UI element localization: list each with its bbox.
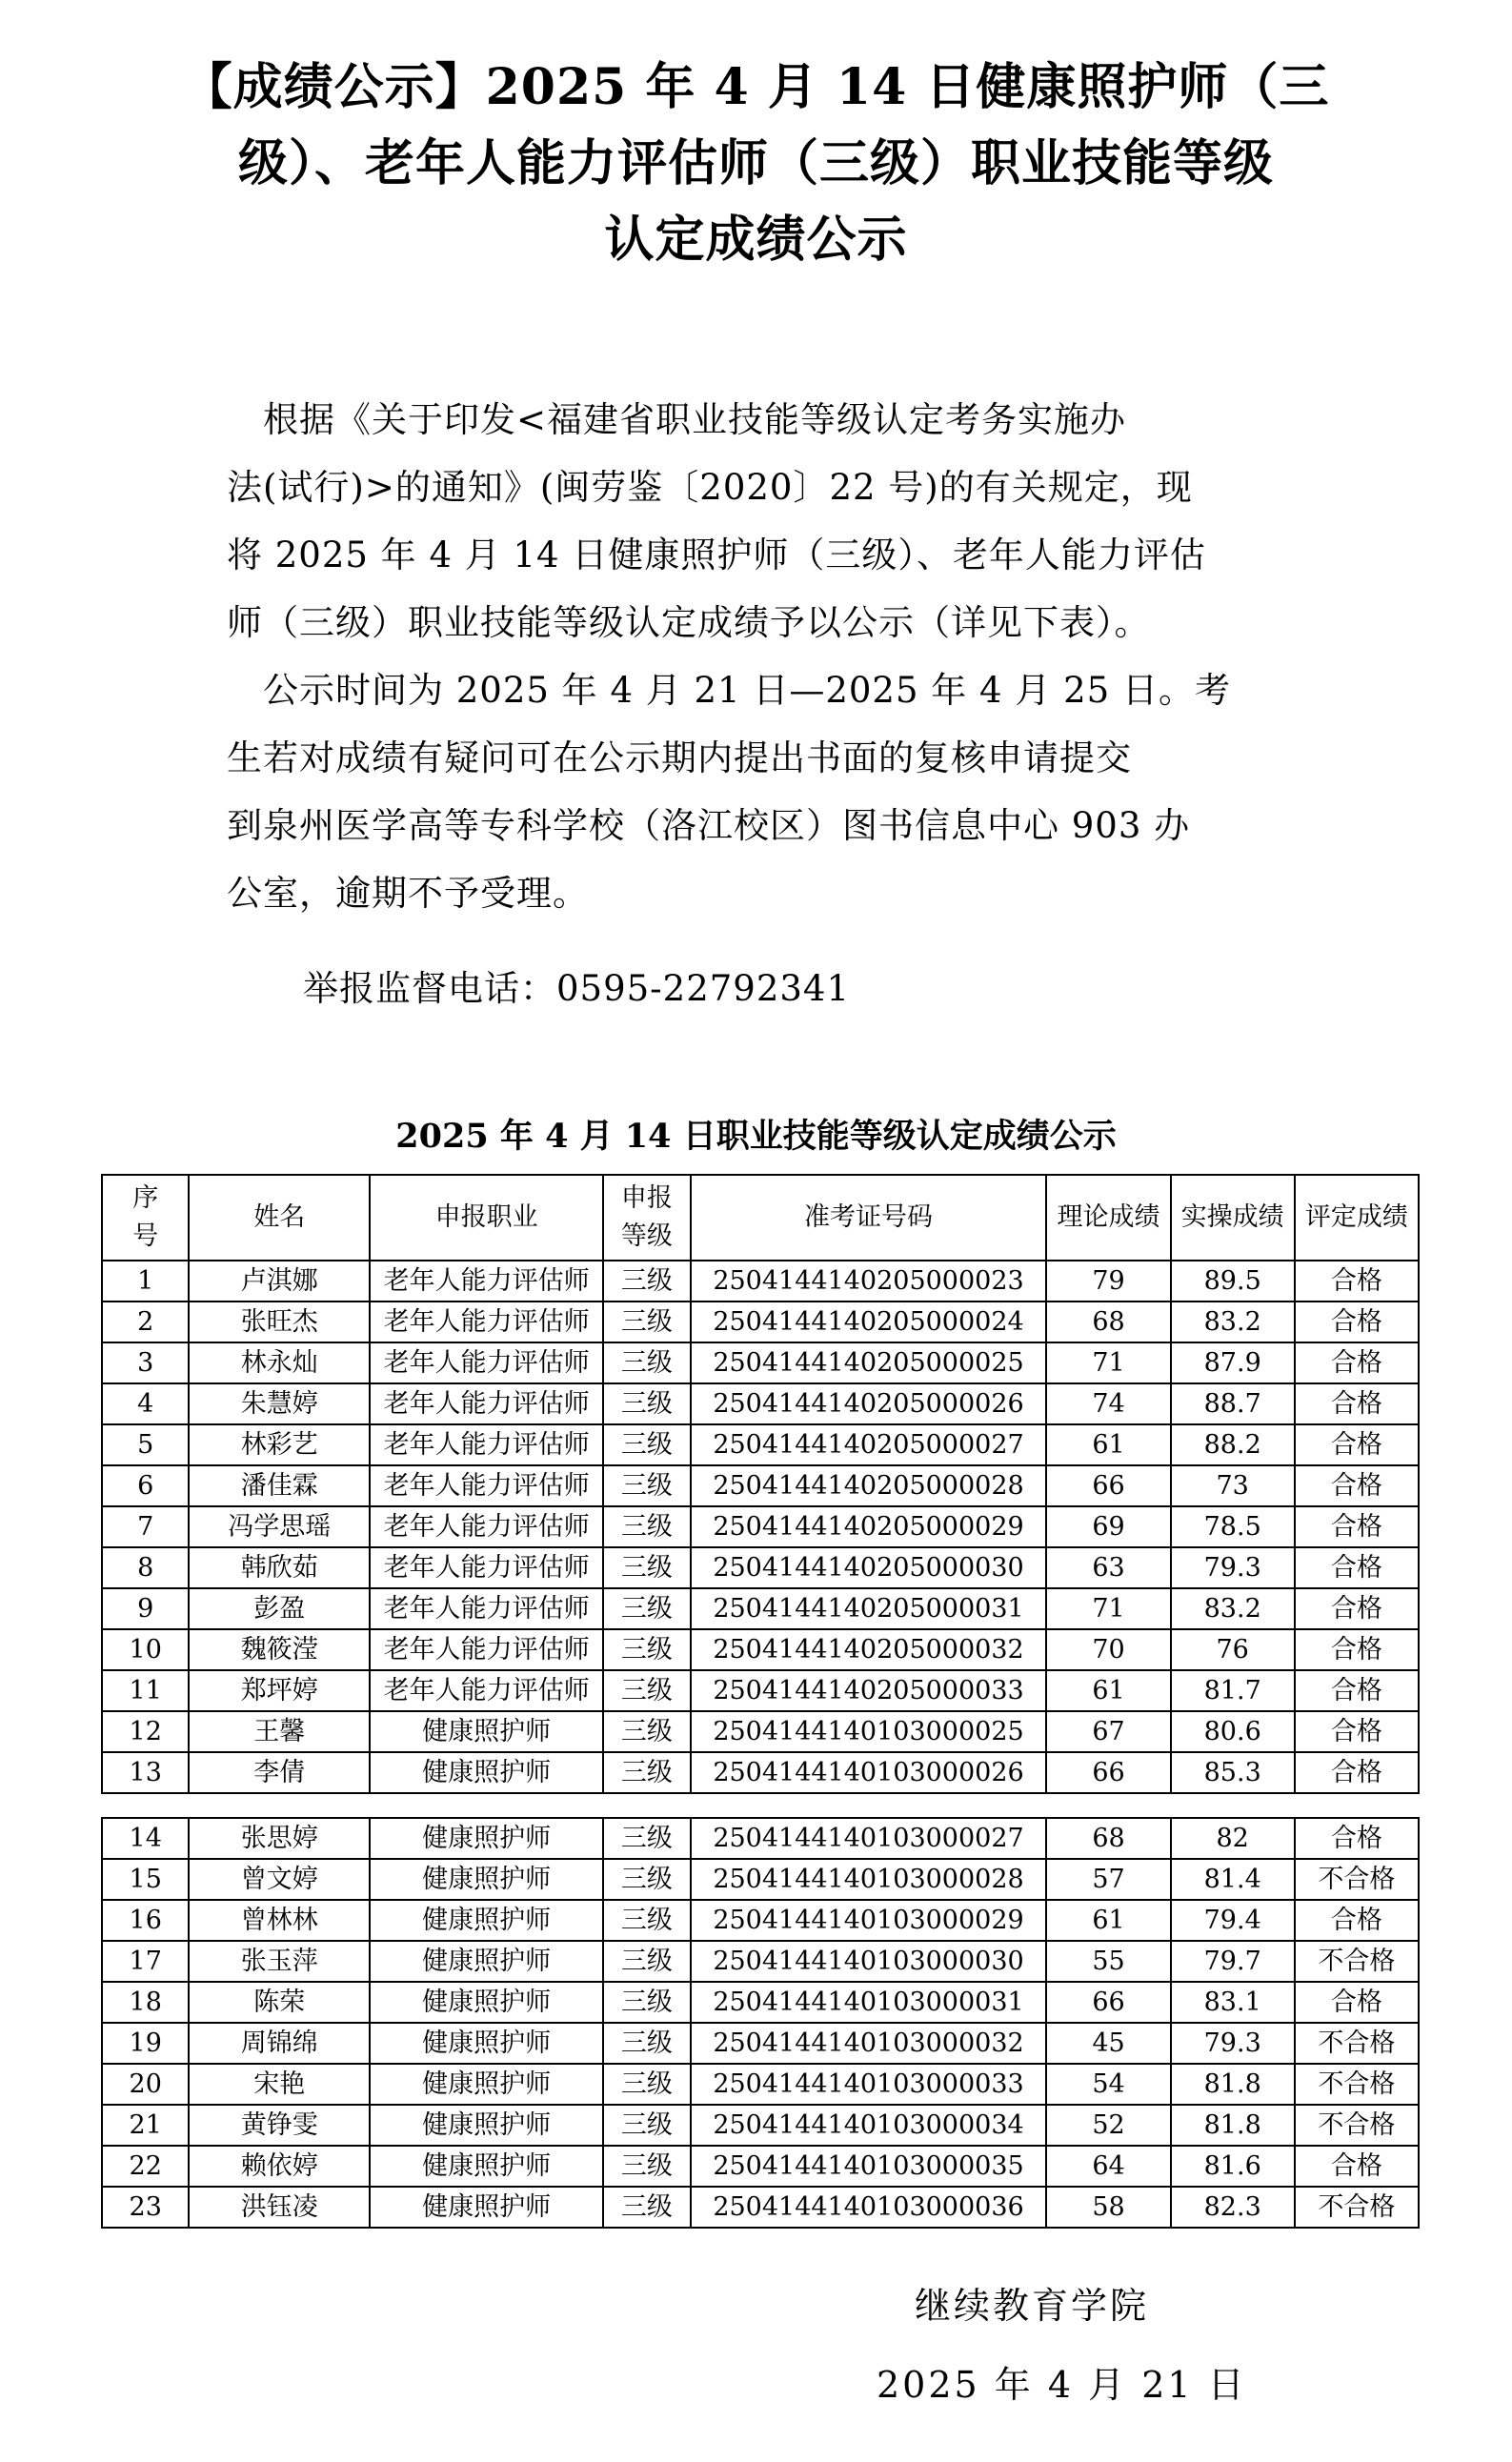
- cell-seq: 15: [102, 1859, 189, 1900]
- cell-result: 合格: [1295, 1711, 1419, 1752]
- cell-level: 三级: [603, 1711, 690, 1752]
- paragraph-line: 根据《关于印发<福建省职业技能等级认定考务实施办: [227, 399, 1127, 440]
- table-row: [102, 1900, 1419, 1941]
- table-row: [102, 2187, 1419, 2228]
- cell-practice: 79.3: [1171, 1547, 1295, 1588]
- cell-name: 冯学思瑶: [189, 1506, 370, 1547]
- table-row: [102, 1818, 1419, 1859]
- cell-name: 曾林林: [189, 1900, 370, 1941]
- cell-occupation: 老年人能力评估师: [370, 1588, 603, 1629]
- cell-theory: 61: [1046, 1670, 1170, 1711]
- cell-level: 三级: [603, 1465, 690, 1506]
- cell-name: 张旺杰: [189, 1302, 370, 1342]
- cell-theory: 74: [1046, 1383, 1170, 1424]
- header-seq: 序 号: [102, 1175, 189, 1261]
- cell-practice: 89.5: [1171, 1261, 1295, 1302]
- cell-seq: 7: [102, 1506, 189, 1547]
- cell-level: 三级: [603, 1629, 690, 1670]
- cell-occupation: 健康照护师: [370, 1711, 603, 1752]
- cell-result: 不合格: [1295, 2023, 1419, 2064]
- cell-ticket: 2504144140103000035: [691, 2146, 1047, 2187]
- cell-level: 三级: [603, 1752, 690, 1793]
- cell-ticket: 2504144140205000028: [691, 1465, 1047, 1506]
- table-row: [102, 1670, 1419, 1711]
- cell-name: 周锦绵: [189, 2023, 370, 2064]
- cell-practice: 82.3: [1171, 2187, 1295, 2228]
- cell-result: 合格: [1295, 1752, 1419, 1793]
- header-name: 姓名: [189, 1175, 370, 1261]
- cell-theory: 71: [1046, 1342, 1170, 1383]
- cell-result: 不合格: [1295, 1859, 1419, 1900]
- title-line: 【成绩公示】2025 年 4 月 14 日健康照护师（三: [182, 58, 1330, 116]
- cell-result: 合格: [1295, 1261, 1419, 1302]
- cell-theory: 69: [1046, 1506, 1170, 1547]
- cell-seq: 10: [102, 1629, 189, 1670]
- cell-occupation: 健康照护师: [370, 2146, 603, 2187]
- cell-result: 不合格: [1295, 2187, 1419, 2228]
- table-row: [102, 1506, 1419, 1547]
- cell-practice: 83.2: [1171, 1302, 1295, 1342]
- table-row: [102, 1711, 1419, 1752]
- cell-ticket: 2504144140103000030: [691, 1941, 1047, 1982]
- cell-ticket: 2504144140103000033: [691, 2064, 1047, 2105]
- cell-occupation: 健康照护师: [370, 1982, 603, 2023]
- cell-ticket: 2504144140205000024: [691, 1302, 1047, 1342]
- cell-theory: 63: [1046, 1547, 1170, 1588]
- cell-seq: 5: [102, 1424, 189, 1465]
- title-line: 级）、老年人能力评估师（三级）职业技能等级: [237, 134, 1274, 192]
- cell-practice: 79.4: [1171, 1900, 1295, 1941]
- cell-theory: 79: [1046, 1261, 1170, 1302]
- cell-ticket: 2504144140103000034: [691, 2105, 1047, 2146]
- cell-seq: 21: [102, 2105, 189, 2146]
- table-row: [102, 1752, 1419, 1793]
- cell-ticket: 2504144140103000028: [691, 1859, 1047, 1900]
- cell-result: 合格: [1295, 1302, 1419, 1342]
- cell-seq: 4: [102, 1383, 189, 1424]
- paragraph-line: 生若对成绩有疑问可在公示期内提出书面的复核申请提交: [227, 737, 1132, 778]
- cell-occupation: 健康照护师: [370, 2023, 603, 2064]
- cell-name: 张思婷: [189, 1818, 370, 1859]
- cell-practice: 82: [1171, 1818, 1295, 1859]
- cell-ticket: 2504144140103000026: [691, 1752, 1047, 1793]
- cell-seq: 11: [102, 1670, 189, 1711]
- table-row: [102, 2064, 1419, 2105]
- report-hotline: 举报监督电话：0595-22792341: [303, 968, 850, 1009]
- cell-seq: 2: [102, 1302, 189, 1342]
- paragraph-line: 公室，逾期不予受理。: [227, 873, 589, 914]
- cell-level: 三级: [603, 1547, 690, 1588]
- cell-practice: 80.6: [1171, 1711, 1295, 1752]
- cell-result: 合格: [1295, 1547, 1419, 1588]
- cell-level: 三级: [603, 1588, 690, 1629]
- cell-level: 三级: [603, 1383, 690, 1424]
- cell-result: 合格: [1295, 1900, 1419, 1941]
- header-theory: 理论成绩: [1046, 1175, 1170, 1261]
- table-row: [102, 1261, 1419, 1302]
- cell-occupation: 健康照护师: [370, 1900, 603, 1941]
- cell-ticket: 2504144140103000027: [691, 1818, 1047, 1859]
- cell-occupation: 健康照护师: [370, 1752, 603, 1793]
- cell-seq: 22: [102, 2146, 189, 2187]
- cell-name: 洪钰凌: [189, 2187, 370, 2228]
- cell-theory: 67: [1046, 1711, 1170, 1752]
- cell-ticket: 2504144140205000032: [691, 1629, 1047, 1670]
- cell-occupation: 老年人能力评估师: [370, 1342, 603, 1383]
- cell-practice: 87.9: [1171, 1342, 1295, 1383]
- cell-ticket: 2504144140205000023: [691, 1261, 1047, 1302]
- table-header-row: [102, 1175, 1419, 1261]
- cell-occupation: 健康照护师: [370, 1941, 603, 1982]
- cell-occupation: 老年人能力评估师: [370, 1670, 603, 1711]
- cell-ticket: 2504144140205000033: [691, 1670, 1047, 1711]
- cell-seq: 20: [102, 2064, 189, 2105]
- cell-theory: 64: [1046, 2146, 1170, 2187]
- cell-result: 不合格: [1295, 1941, 1419, 1982]
- cell-practice: 83.1: [1171, 1982, 1295, 2023]
- cell-theory: 61: [1046, 1424, 1170, 1465]
- cell-theory: 66: [1046, 1465, 1170, 1506]
- cell-occupation: 老年人能力评估师: [370, 1629, 603, 1670]
- table-row: [102, 1859, 1419, 1900]
- header-practice: 实操成绩: [1171, 1175, 1295, 1261]
- cell-occupation: 老年人能力评估师: [370, 1506, 603, 1547]
- cell-result: 合格: [1295, 1424, 1419, 1465]
- cell-result: 合格: [1295, 1465, 1419, 1506]
- cell-name: 林彩艺: [189, 1424, 370, 1465]
- cell-occupation: 老年人能力评估师: [370, 1424, 603, 1465]
- cell-level: 三级: [603, 1342, 690, 1383]
- header-occupation: 申报职业: [370, 1175, 603, 1261]
- cell-name: 宋艳: [189, 2064, 370, 2105]
- header-level: 申报 等级: [603, 1175, 690, 1261]
- table-row: [102, 1424, 1419, 1465]
- cell-name: 韩欣茹: [189, 1547, 370, 1588]
- header-result: 评定成绩: [1295, 1175, 1419, 1261]
- table-title: 2025 年 4 月 14 日职业技能等级认定成绩公示: [395, 1117, 1117, 1156]
- cell-result: 合格: [1295, 2146, 1419, 2187]
- cell-result: 不合格: [1295, 2064, 1419, 2105]
- cell-theory: 68: [1046, 1302, 1170, 1342]
- table-row: [102, 1302, 1419, 1342]
- page-title: [171, 50, 1341, 278]
- cell-practice: 83.2: [1171, 1588, 1295, 1629]
- cell-seq: 16: [102, 1900, 189, 1941]
- cell-theory: 55: [1046, 1941, 1170, 1982]
- table-row: [102, 2146, 1419, 2187]
- cell-seq: 8: [102, 1547, 189, 1588]
- cell-practice: 81.8: [1171, 2064, 1295, 2105]
- cell-occupation: 老年人能力评估师: [370, 1465, 603, 1506]
- cell-practice: 81.7: [1171, 1670, 1295, 1711]
- cell-level: 三级: [603, 2064, 690, 2105]
- cell-practice: 81.8: [1171, 2105, 1295, 2146]
- cell-seq: 6: [102, 1465, 189, 1506]
- table-row: [102, 1383, 1419, 1424]
- cell-occupation: 健康照护师: [370, 2187, 603, 2228]
- table-row: [102, 1465, 1419, 1506]
- notice-paragraph-basis: [227, 386, 1284, 656]
- cell-name: 赖依婷: [189, 2146, 370, 2187]
- cell-seq: 18: [102, 1982, 189, 2023]
- results-table-part1: [101, 1174, 1420, 1794]
- table-row: [102, 1547, 1419, 1588]
- issuer-signature: 继续教育学院: [915, 2285, 1150, 2327]
- cell-name: 卢淇娜: [189, 1261, 370, 1302]
- cell-practice: 73: [1171, 1465, 1295, 1506]
- paragraph-line: 公示时间为 2025 年 4 月 21 日—2025 年 4 月 25 日。考: [227, 670, 1231, 711]
- cell-occupation: 老年人能力评估师: [370, 1261, 603, 1302]
- table-row: [102, 1982, 1419, 2023]
- table-row: [102, 1342, 1419, 1383]
- cell-seq: 14: [102, 1818, 189, 1859]
- cell-theory: 71: [1046, 1588, 1170, 1629]
- cell-ticket: 2504144140103000029: [691, 1900, 1047, 1941]
- cell-level: 三级: [603, 2187, 690, 2228]
- cell-ticket: 2504144140103000036: [691, 2187, 1047, 2228]
- cell-occupation: 老年人能力评估师: [370, 1547, 603, 1588]
- cell-level: 三级: [603, 1982, 690, 2023]
- cell-level: 三级: [603, 1818, 690, 1859]
- cell-ticket: 2504144140103000032: [691, 2023, 1047, 2064]
- cell-ticket: 2504144140205000031: [691, 1588, 1047, 1629]
- cell-practice: 76: [1171, 1629, 1295, 1670]
- cell-theory: 45: [1046, 2023, 1170, 2064]
- cell-name: 彭盈: [189, 1588, 370, 1629]
- cell-theory: 57: [1046, 1859, 1170, 1900]
- cell-seq: 17: [102, 1941, 189, 1982]
- cell-result: 合格: [1295, 1342, 1419, 1383]
- cell-ticket: 2504144140205000029: [691, 1506, 1047, 1547]
- notice-paragraph-period: [227, 656, 1284, 927]
- cell-seq: 23: [102, 2187, 189, 2228]
- table-row: [102, 1588, 1419, 1629]
- cell-result: 合格: [1295, 1383, 1419, 1424]
- cell-result: 合格: [1295, 1982, 1419, 2023]
- cell-name: 曾文婷: [189, 1859, 370, 1900]
- cell-level: 三级: [603, 1424, 690, 1465]
- cell-name: 朱慧婷: [189, 1383, 370, 1424]
- cell-theory: 61: [1046, 1900, 1170, 1941]
- cell-theory: 68: [1046, 1818, 1170, 1859]
- cell-theory: 66: [1046, 1752, 1170, 1793]
- cell-practice: 88.7: [1171, 1383, 1295, 1424]
- cell-theory: 66: [1046, 1982, 1170, 2023]
- cell-name: 张玉萍: [189, 1941, 370, 1982]
- cell-name: 李倩: [189, 1752, 370, 1793]
- cell-ticket: 2504144140103000031: [691, 1982, 1047, 2023]
- table-row: [102, 1941, 1419, 1982]
- cell-practice: 85.3: [1171, 1752, 1295, 1793]
- table-body: [102, 1261, 1419, 1793]
- title-line: 认定成绩公示: [604, 211, 908, 269]
- cell-practice: 81.6: [1171, 2146, 1295, 2187]
- cell-level: 三级: [603, 1941, 690, 1982]
- cell-name: 郑坪婷: [189, 1670, 370, 1711]
- cell-ticket: 2504144140205000027: [691, 1424, 1047, 1465]
- cell-ticket: 2504144140205000030: [691, 1547, 1047, 1588]
- cell-practice: 88.2: [1171, 1424, 1295, 1465]
- cell-occupation: 老年人能力评估师: [370, 1302, 603, 1342]
- results-table-part2: [101, 1817, 1420, 2229]
- issue-date: 2025 年 4 月 21 日: [877, 2364, 1247, 2406]
- cell-occupation: 健康照护师: [370, 2105, 603, 2146]
- cell-level: 三级: [603, 1859, 690, 1900]
- cell-name: 陈荣: [189, 1982, 370, 2023]
- header-ticket: 准考证号码: [691, 1175, 1047, 1261]
- cell-ticket: 2504144140205000026: [691, 1383, 1047, 1424]
- cell-seq: 19: [102, 2023, 189, 2064]
- cell-level: 三级: [603, 2146, 690, 2187]
- paragraph-line: 到泉州医学高等专科学校（洛江校区）图书信息中心 903 办: [227, 805, 1191, 846]
- cell-level: 三级: [603, 2105, 690, 2146]
- table-row: [102, 2105, 1419, 2146]
- table-row: [102, 2023, 1419, 2064]
- cell-seq: 9: [102, 1588, 189, 1629]
- cell-result: 合格: [1295, 1629, 1419, 1670]
- cell-name: 王馨: [189, 1711, 370, 1752]
- cell-level: 三级: [603, 1670, 690, 1711]
- cell-practice: 81.4: [1171, 1859, 1295, 1900]
- cell-name: 林永灿: [189, 1342, 370, 1383]
- cell-result: 不合格: [1295, 2105, 1419, 2146]
- cell-seq: 3: [102, 1342, 189, 1383]
- cell-theory: 54: [1046, 2064, 1170, 2105]
- paragraph-line: 将 2025 年 4 月 14 日健康照护师（三级）、老年人能力评估: [227, 535, 1206, 575]
- cell-level: 三级: [603, 2023, 690, 2064]
- cell-occupation: 老年人能力评估师: [370, 1383, 603, 1424]
- cell-ticket: 2504144140103000025: [691, 1711, 1047, 1752]
- table-body: [102, 1818, 1419, 2228]
- cell-level: 三级: [603, 1900, 690, 1941]
- cell-ticket: 2504144140205000025: [691, 1342, 1047, 1383]
- cell-occupation: 健康照护师: [370, 1859, 603, 1900]
- paragraph-line: 师（三级）职业技能等级认定成绩予以公示（详见下表）。: [227, 602, 1151, 643]
- cell-seq: 1: [102, 1261, 189, 1302]
- cell-name: 潘佳霖: [189, 1465, 370, 1506]
- cell-level: 三级: [603, 1506, 690, 1547]
- cell-practice: 79.3: [1171, 2023, 1295, 2064]
- cell-seq: 13: [102, 1752, 189, 1793]
- cell-result: 合格: [1295, 1588, 1419, 1629]
- cell-level: 三级: [603, 1302, 690, 1342]
- cell-name: 黄铮雯: [189, 2105, 370, 2146]
- cell-practice: 79.7: [1171, 1941, 1295, 1982]
- cell-theory: 70: [1046, 1629, 1170, 1670]
- cell-result: 合格: [1295, 1506, 1419, 1547]
- cell-name: 魏筱滢: [189, 1629, 370, 1670]
- cell-result: 合格: [1295, 1670, 1419, 1711]
- paragraph-line: 法(试行)>的通知》(闽劳鉴〔2020〕22 号)的有关规定，现: [227, 467, 1193, 508]
- cell-occupation: 健康照护师: [370, 1818, 603, 1859]
- cell-theory: 52: [1046, 2105, 1170, 2146]
- cell-theory: 58: [1046, 2187, 1170, 2228]
- cell-seq: 12: [102, 1711, 189, 1752]
- table-row: [102, 1629, 1419, 1670]
- cell-practice: 78.5: [1171, 1506, 1295, 1547]
- cell-result: 合格: [1295, 1818, 1419, 1859]
- cell-occupation: 健康照护师: [370, 2064, 603, 2105]
- cell-level: 三级: [603, 1261, 690, 1302]
